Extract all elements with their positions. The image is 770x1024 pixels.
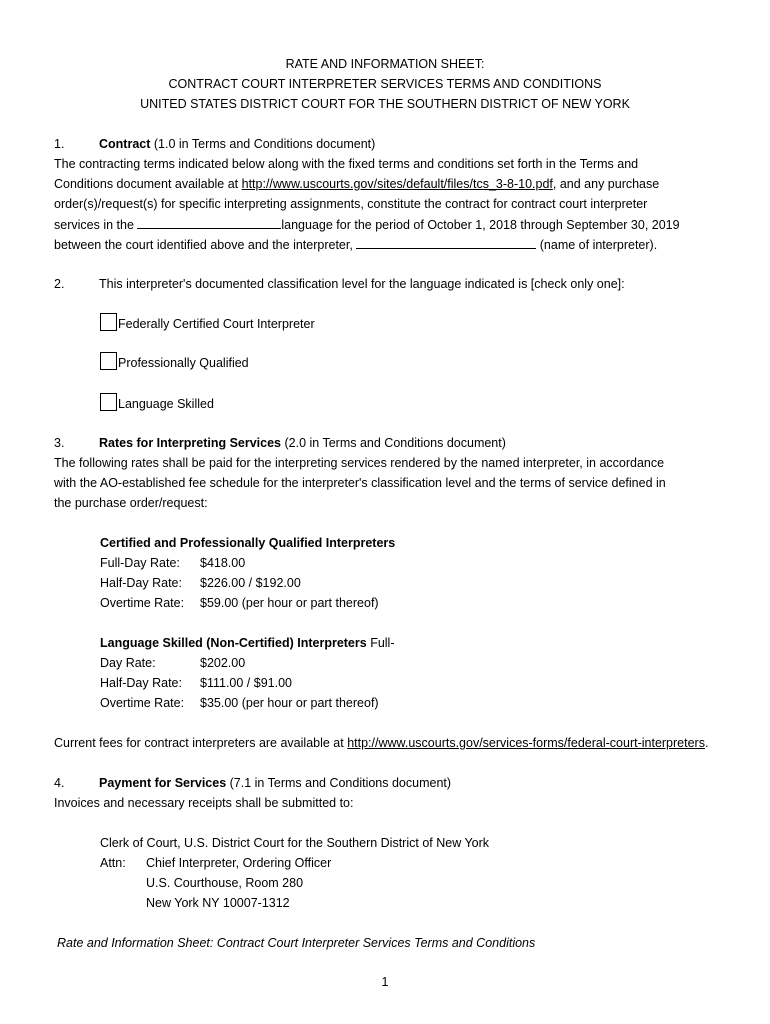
checkbox-federally-certified[interactable] (100, 313, 117, 331)
section-1-heading (54, 134, 375, 154)
section-4-ref: (7.1 in Terms and Conditions document) (226, 776, 452, 790)
certified-rates-heading: Certified and Professionally Qualified Interpreters (100, 536, 396, 550)
header-line-3: UNITED STATES DISTRICT COURT FOR THE SOUTHERN DISTRICT OF NEW YORK (140, 97, 630, 111)
section-1-p2-pre: Conditions document available at (54, 177, 242, 191)
section-1-paragraph-line-2 (54, 174, 659, 194)
skilled-half-day-row (100, 673, 292, 693)
checkbox-language-skilled[interactable] (100, 393, 117, 411)
skilled-rates-heading: Language Skilled (Non-Certified) Interpreters (100, 636, 367, 650)
address-attn-label: Attn: (100, 856, 126, 870)
certified-half-day-value: $226.00 / $192.00 (200, 576, 301, 590)
address-line-4: New York NY 10007-1312 (146, 896, 290, 910)
section-4-title: Payment for Services (99, 776, 227, 790)
section-3-paragraph-line-1: The following rates shall be paid for the interpreting services rendered by the named interpreter, in accordance (54, 456, 665, 470)
skilled-full-day-label: Day Rate: (100, 656, 156, 670)
certified-half-day-row (100, 573, 301, 593)
certified-overtime-row (100, 593, 379, 613)
skilled-full-day-value: $202.00 (200, 656, 246, 670)
section-1-number: 1. (54, 137, 65, 151)
certified-full-day-value: $418.00 (200, 556, 246, 570)
page-number: 1 (381, 975, 389, 989)
option-language-skilled-label: Language Skilled (118, 397, 214, 411)
option-federally-certified-label: Federally Certified Court Interpreter (118, 317, 315, 331)
terms-conditions-link[interactable]: http://www.uscourts.gov/sites/default/files/tcs_3-8-10.pdf (241, 177, 553, 191)
checkbox-professionally-qualified[interactable] (100, 352, 117, 370)
section-2-number: 2. (54, 277, 65, 291)
certified-half-day-label: Half-Day Rate: (100, 576, 182, 590)
skilled-overtime-row (100, 693, 379, 713)
section-1-title: Contract (99, 137, 151, 151)
interpreter-name-blank-field[interactable] (356, 234, 536, 249)
section-3-paragraph-line-2: with the AO-established fee schedule for the interpreter's classification level and the terms of service defined in (54, 476, 666, 490)
skilled-overtime-label: Overtime Rate: (100, 696, 185, 710)
section-1-paragraph-line-5 (54, 234, 657, 254)
section-1-ref: (1.0 in Terms and Conditions document) (150, 137, 376, 151)
section-3-paragraph-line-3: the purchase order/request: (54, 496, 208, 510)
skilled-rates-heading-tail: Full- (366, 636, 395, 650)
section-1-paragraph-line-1: The contracting terms indicated below along with the fixed terms and conditions set forth in the Terms and (54, 157, 639, 171)
section-4-paragraph: Invoices and necessary receipts shall be submitted to: (54, 796, 354, 810)
certified-overtime-value: $59.00 (per hour or part thereof) (200, 596, 379, 610)
section-3-number: 3. (54, 436, 65, 450)
skilled-overtime-value: $35.00 (per hour or part thereof) (200, 696, 379, 710)
footer-text: Rate and Information Sheet: Contract Court Interpreter Services Terms and Conditions (57, 936, 536, 950)
language-blank-field[interactable] (137, 214, 281, 229)
current-fees-post: . (704, 736, 709, 750)
skilled-half-day-value: $111.00 / $91.00 (200, 676, 292, 690)
section-4-number: 4. (54, 776, 65, 790)
federal-court-interpreters-link[interactable]: http://www.uscourts.gov/services-forms/federal-court-interpreters (347, 736, 705, 750)
section-1-p4-post: language for the period of October 1, 2018 through September 30, 2019 (281, 218, 680, 232)
option-professionally-qualified-label: Professionally Qualified (118, 356, 249, 370)
header-line-2: CONTRACT COURT INTERPRETER SERVICES TERMS AND CONDITIONS (168, 77, 602, 91)
certified-full-day-row (100, 553, 245, 573)
skilled-rates-heading-row (100, 633, 395, 653)
certified-full-day-label: Full-Day Rate: (100, 556, 180, 570)
section-1-p5-pre: between the court identified above and the interpreter, (54, 238, 357, 252)
address-line-2: Chief Interpreter, Ordering Officer (146, 856, 332, 870)
section-1-paragraph-line-4 (54, 214, 680, 234)
address-line-1: Clerk of Court, U.S. District Court for the Southern District of New York (100, 836, 490, 850)
section-3-ref: (2.0 in Terms and Conditions document) (281, 436, 506, 450)
section-1-p5-post: (name of interpreter). (536, 238, 658, 252)
section-1-p2-post: , and any purchase (552, 177, 660, 191)
current-fees-pre: Current fees for contract interpreters are available at (54, 736, 348, 750)
section-4-heading (54, 773, 451, 793)
header-line-1: RATE AND INFORMATION SHEET: (285, 57, 485, 71)
section-1-paragraph-line-3: order(s)/request(s) for specific interpreting assignments, constitute the contract for contract court interpreter (54, 197, 648, 211)
address-attn-row (100, 853, 331, 873)
certified-overtime-label: Overtime Rate: (100, 596, 185, 610)
section-3-title: Rates for Interpreting Services (99, 436, 282, 450)
skilled-half-day-label: Half-Day Rate: (100, 676, 182, 690)
section-2-text: This interpreter's documented classification level for the language indicated is [check only one]: (99, 277, 625, 291)
section-3-heading (54, 433, 506, 453)
section-1-p4-pre: services in the (54, 218, 138, 232)
address-line-3: U.S. Courthouse, Room 280 (146, 876, 304, 890)
current-fees-line (54, 733, 708, 753)
skilled-full-day-row (100, 653, 245, 673)
section-2-heading (54, 274, 625, 294)
